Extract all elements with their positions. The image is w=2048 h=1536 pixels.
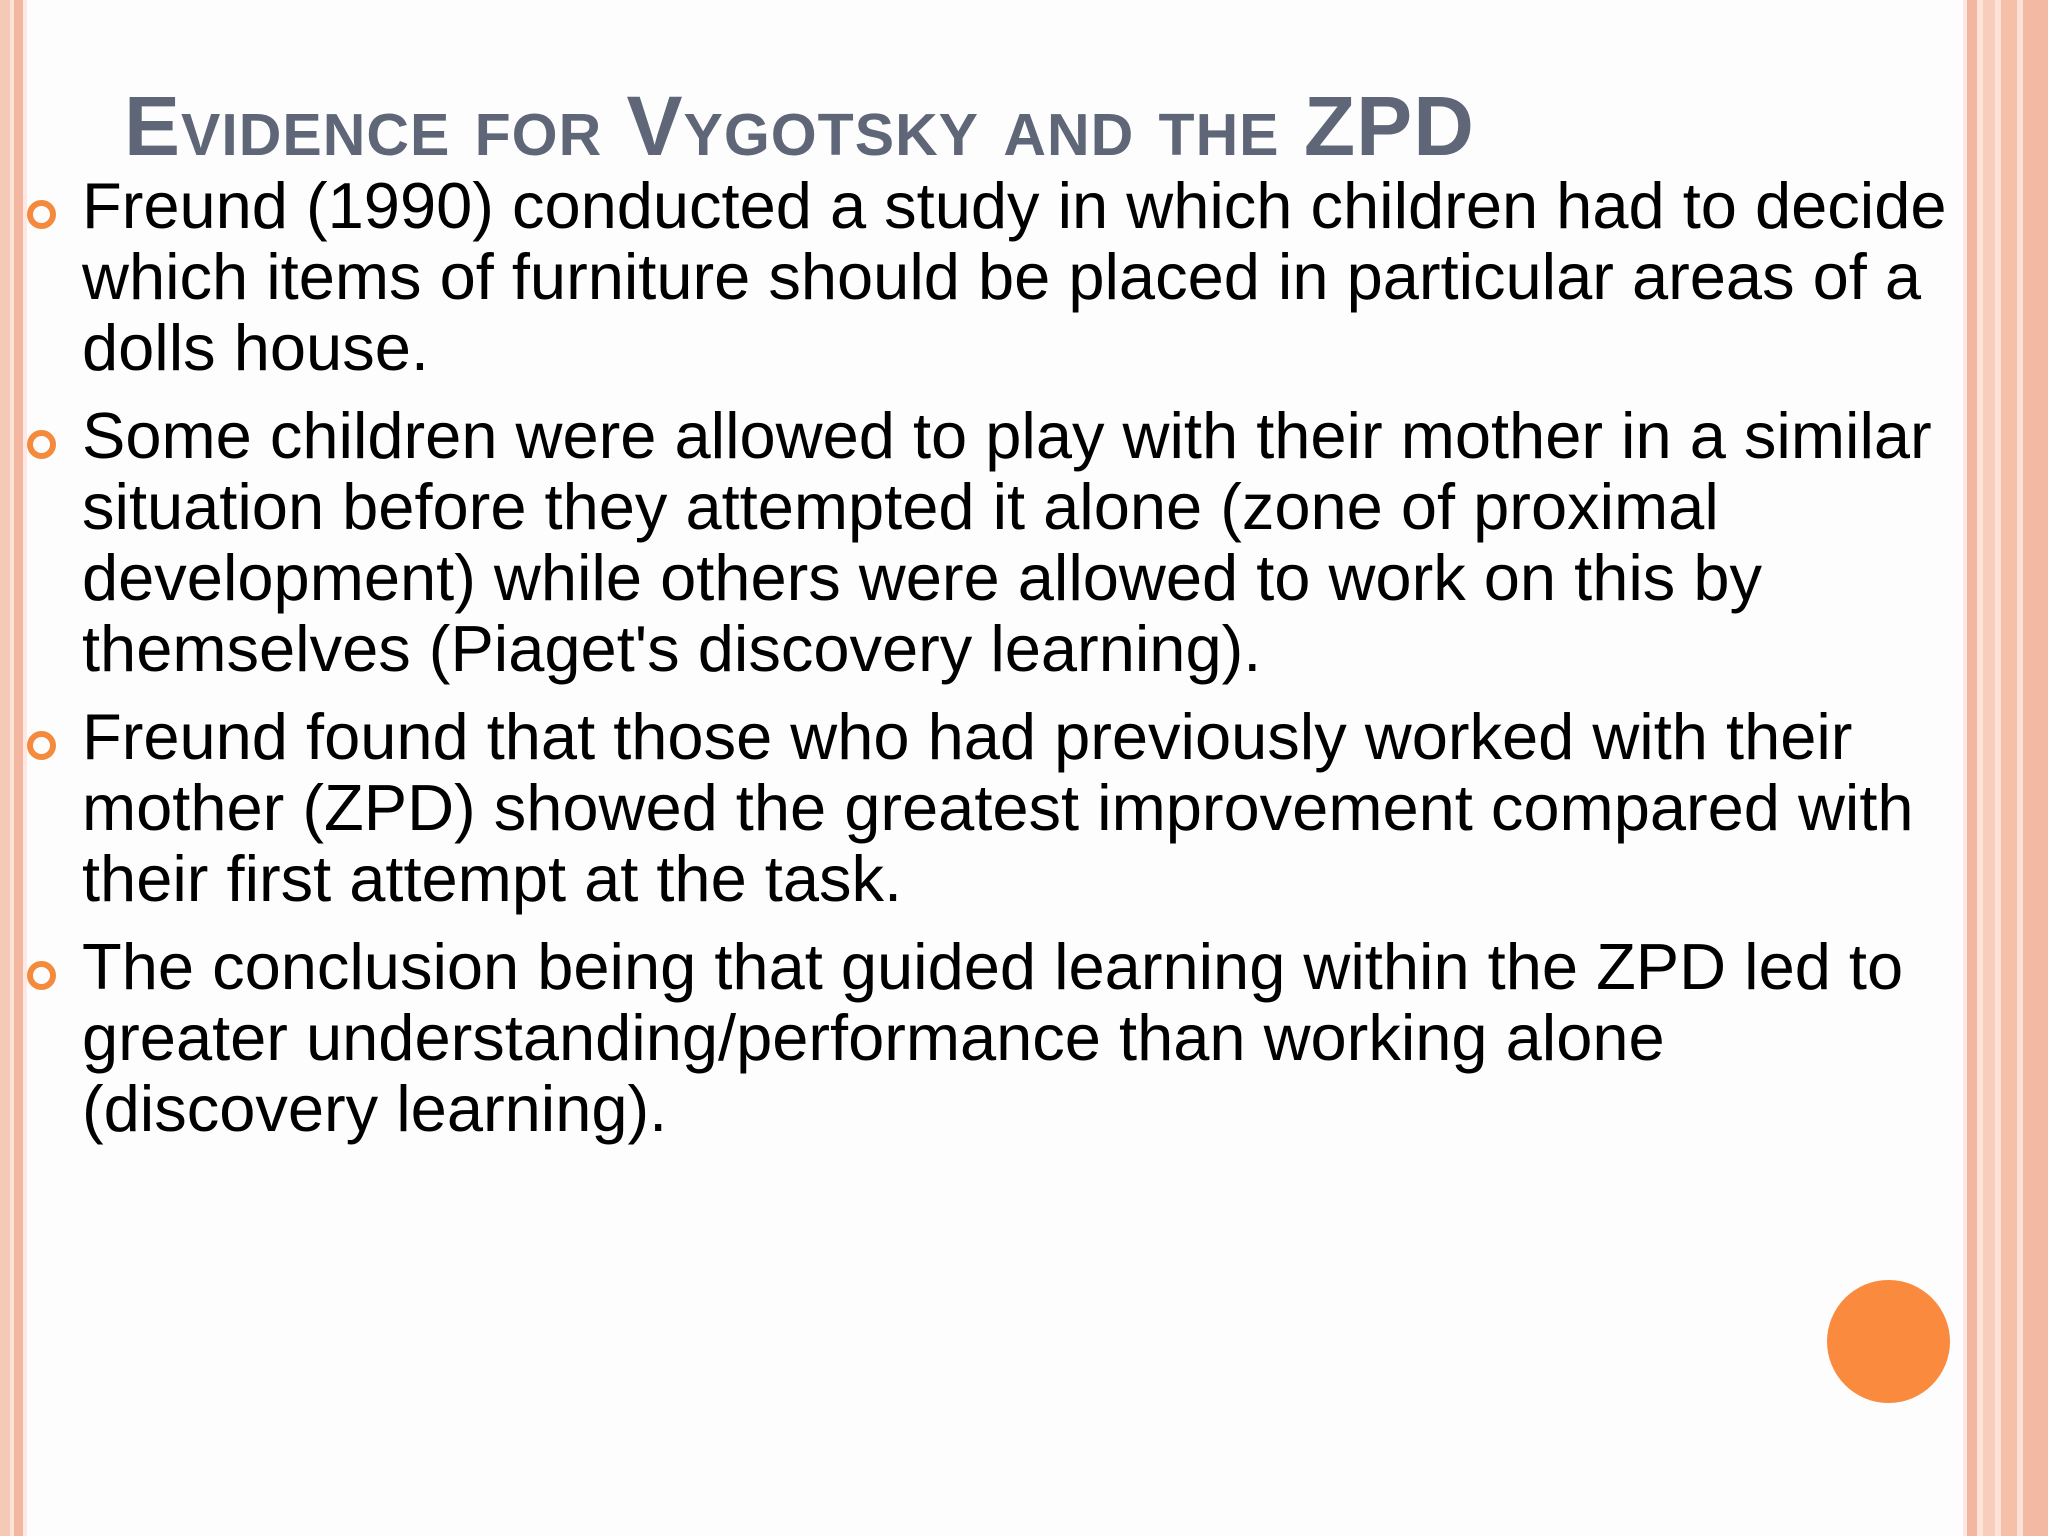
hollow-circle-bullet-icon bbox=[27, 731, 56, 760]
orange-accent-circle bbox=[1827, 1280, 1950, 1403]
hollow-circle-bullet-icon bbox=[27, 200, 56, 229]
bullet-text: Freund (1990) conducted a study in which children had to decide which items of furniture should be placed in particular areas of a dolls house. bbox=[82, 169, 1947, 384]
bullet-item bbox=[0, 400, 1975, 684]
right-border-band bbox=[1983, 0, 1995, 1536]
bullet-item bbox=[0, 170, 1975, 383]
slide-title: Evidence for Vygotsky and the ZPD bbox=[124, 79, 1475, 173]
bullet-item bbox=[0, 701, 1975, 914]
hollow-circle-bullet-icon bbox=[27, 961, 56, 990]
bullet-text: The conclusion being that guided learning within the ZPD led to greater understanding/performance than working alone (discovery learning). bbox=[82, 930, 1904, 1145]
bullet-list bbox=[0, 170, 1975, 1161]
right-border-band bbox=[2023, 0, 2048, 1536]
hollow-circle-bullet-icon bbox=[27, 430, 56, 459]
right-border-band bbox=[2001, 0, 2017, 1536]
bullet-text: Some children were allowed to play with their mother in a similar situation before they attempted it alone (zone of proximal development) while others were allowed to work on this by themselves (Piaget's discovery learning). bbox=[82, 399, 1932, 685]
bullet-text: Freund found that those who had previously worked with their mother (ZPD) showed the greatest improvement compared with their first attempt at the task. bbox=[82, 700, 1914, 915]
bullet-item bbox=[0, 931, 1975, 1144]
